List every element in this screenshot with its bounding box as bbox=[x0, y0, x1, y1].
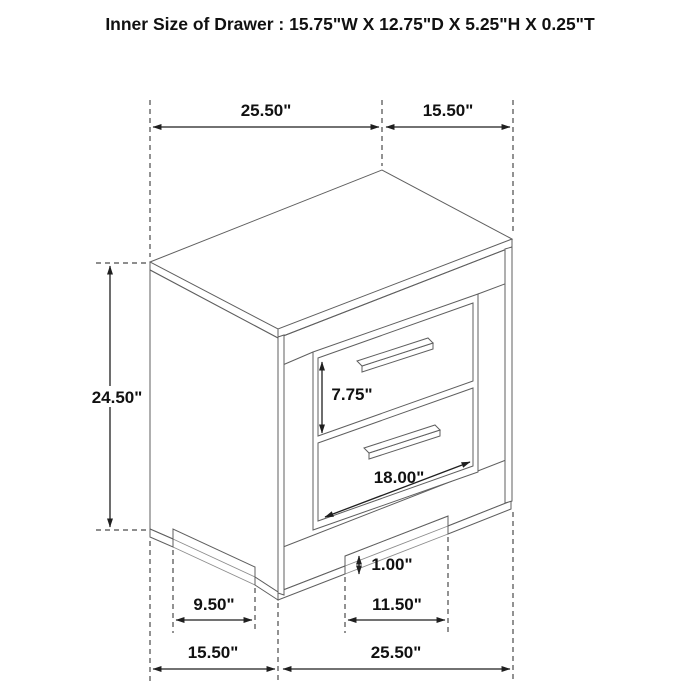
diagram-title: Inner Size of Drawer : 15.75"W X 12.75"D X 5.25"H X 0.25"T bbox=[105, 14, 595, 34]
dim-base-clearance-label: 1.00" bbox=[371, 555, 413, 574]
dim-top-depth-label: 15.50" bbox=[422, 101, 474, 120]
dim-height-label: 24.50" bbox=[91, 388, 143, 407]
front-corner-edge bbox=[278, 335, 284, 595]
dim-top-width-label: 25.50" bbox=[240, 101, 292, 120]
dim-drawer-width-label: 18.00" bbox=[373, 468, 425, 487]
dim-bottom-width-label: 25.50" bbox=[370, 643, 422, 662]
right-corner-edge bbox=[505, 247, 512, 503]
dim-front-leg-spacing-label: 11.50" bbox=[372, 595, 422, 614]
dim-bottom-depth-label: 15.50" bbox=[187, 643, 239, 662]
dim-drawer-height-label: 7.75" bbox=[331, 385, 373, 404]
dim-side-leg-spacing-label: 9.50" bbox=[193, 595, 235, 614]
